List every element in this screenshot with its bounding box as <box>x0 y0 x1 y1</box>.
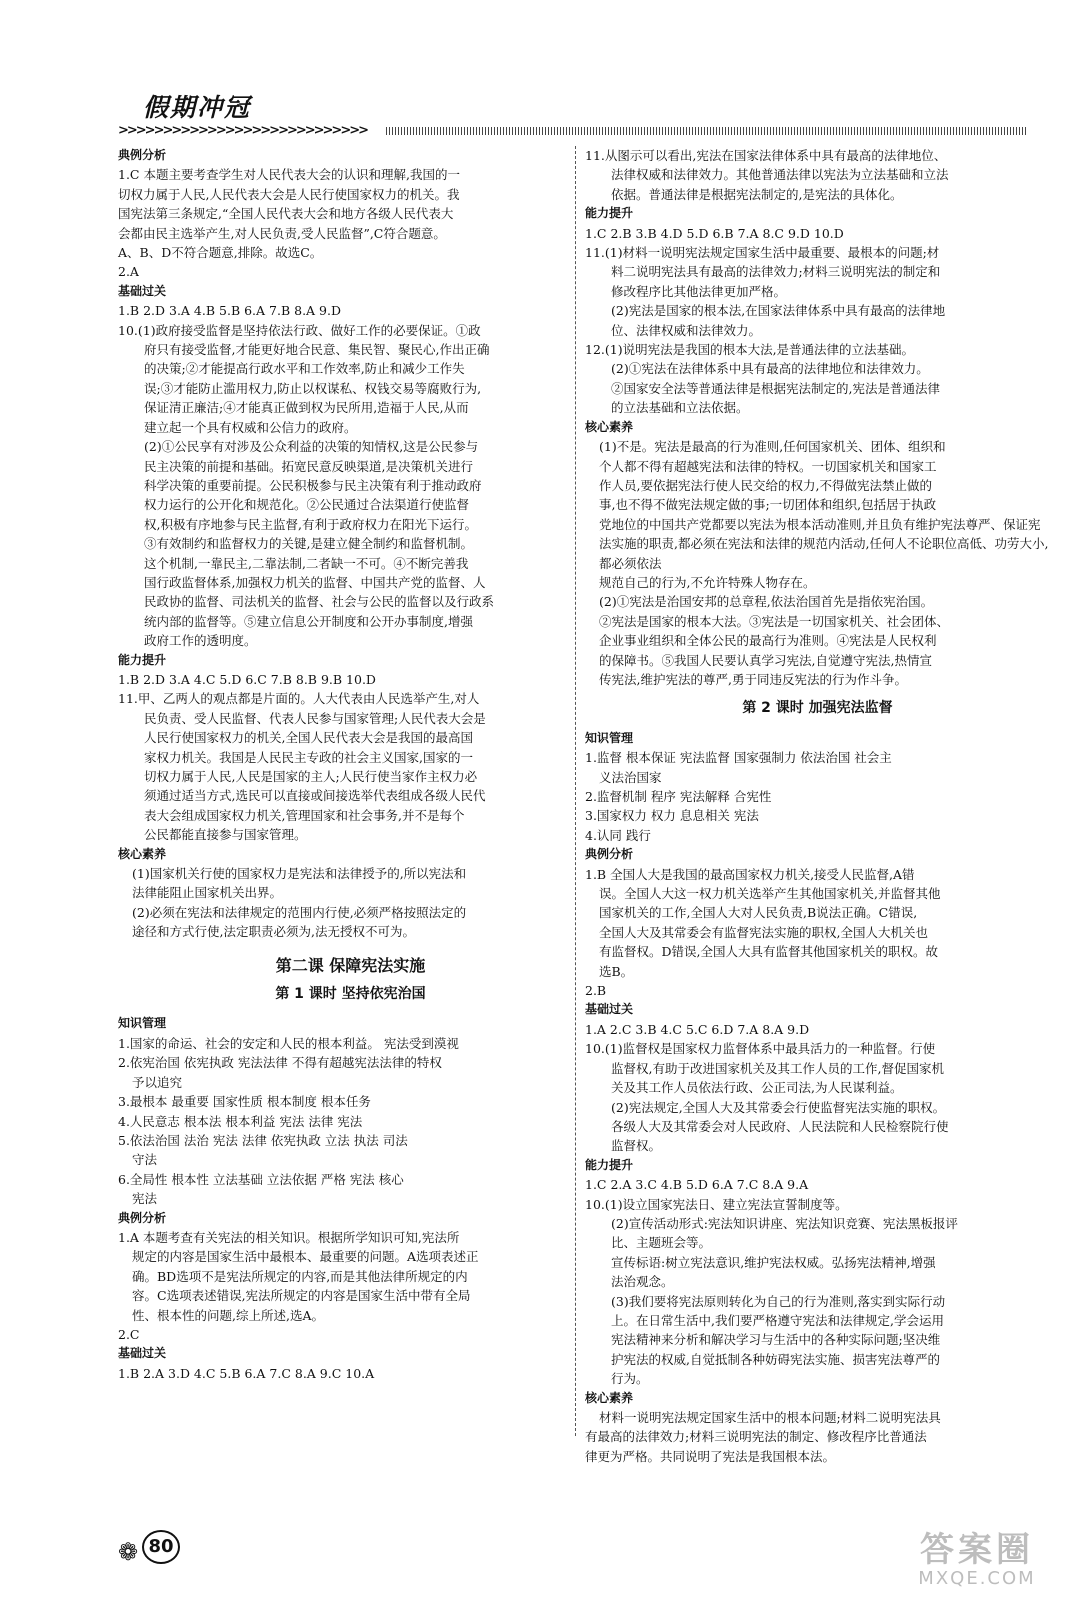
header-title: 假期冲冠 <box>143 93 252 122</box>
page-number-label: 80 <box>142 1530 180 1564</box>
text-line: 1.B 2.A 3.D 4.C 5.B 6.A 7.C 8.A 9.C 10.A <box>118 1365 375 1381</box>
text-line: ②国家安全法等普通法律是根据宪法制定的,宪法是普通法律 <box>611 380 940 396</box>
text-line: 权力运行的公开化和规范化。②公民通过合法渠道行使监督 <box>144 497 470 513</box>
text-line: 误;③才能防止滥用权力,防止以权谋私、权钱交易等腐败行为, <box>144 380 482 396</box>
text-line: 误。全国人大这一权力机关选举产生其他国家机关,并监督其他 <box>599 886 941 902</box>
text-line: 宣传标语:树立宪法意识,维护宪法权威。弘扬宪法精神,增强 <box>611 1254 936 1270</box>
text-line: 监督权,有助于改进国家机关及其工作人员的工作,督促国家机 <box>611 1060 944 1076</box>
section-heading: 典例分析 <box>118 1210 167 1225</box>
hatch-band <box>386 127 1026 135</box>
section-heading: 典例分析 <box>585 847 634 862</box>
text-line: 这个机制,一靠民主,二靠法制,二者缺一不可。④不断完善我 <box>144 555 469 571</box>
text-line: 有最高的法律效力;材料三说明宪法的制定、修改程序比普通法 <box>585 1429 927 1445</box>
text-line: 切权力属于人民,人民是国家的主人;人民行使当家作主权力必 <box>144 769 478 784</box>
text-line: 规范自己的行为,不允许特殊人物存在。 <box>599 574 816 590</box>
text-line: 民负责、受人民监督、代表人民参与国家管理;人民代表大会是 <box>144 710 486 726</box>
text-line: (2)宣传活动形式:宪法知识讲座、宪法知识竞赛、宪法黑板报评 <box>611 1215 958 1231</box>
text-line: 事,也不得不做宪法规定做的事;一切团体和组织,包括居于执政 <box>599 497 937 513</box>
text-line: 2.B <box>585 983 607 999</box>
section-heading: 能力提升 <box>585 206 634 221</box>
text-line: 宪法 <box>132 1191 158 1207</box>
text-line: 传宪法,维护宪法的尊严,勇于同违反宪法的行为作斗争。 <box>599 671 907 687</box>
text-line: 1.A 2.C 3.B 4.C 5.C 6.D 7.A 8.A 9.D <box>585 1021 810 1037</box>
text-line: 权,积极有序地参与民主监督,有利于政府权力在阳光下运行。 <box>144 516 477 532</box>
text-line: 10.(1)监督权是国家权力监督体系中最具活力的一种监督。行使 <box>585 1041 936 1057</box>
text-line: 5.依法治国 法治 宪法 法律 依宪执政 立法 执法 司法 <box>118 1132 408 1148</box>
text-line: ③有效制约和监督权力的关键,是建立健全制约和监督机制。 <box>144 536 473 552</box>
text-line: 国宪法第三条规定,“全国人民代表大会和地方各级人民代表大 <box>118 206 454 222</box>
text-line: 1.C 本题主要考查学生对人民代表大会的认识和理解,我国的一 <box>118 167 460 183</box>
text-line: 依据。普通法律是根据宪法制定的,是宪法的具体化。 <box>611 186 903 202</box>
text-line: 保证清正廉洁;④才能真正做到权为民所用,造福于人民,从而 <box>144 400 469 416</box>
text-line: 有监督权。D错误,全国人大具有监督其他国家机关的职权。故 <box>599 944 938 960</box>
text-line: 各级人大及其常委会对人民政府、人民法院和人民检察院行使 <box>611 1118 949 1134</box>
text-line: 11.(1)材料一说明宪法规定国家生活中最重要、最根本的问题;材 <box>585 245 940 261</box>
section-heading: 知识管理 <box>118 1016 167 1031</box>
text-line: 法实施的职责,都必须在宪法和法律的规范内活动,任何人不论职位高低、功劳大小,都必须依法 <box>599 536 1049 571</box>
text-line: A、B、D不符合题意,排除。故选C。 <box>118 245 323 261</box>
text-line: 监督权。 <box>611 1138 662 1154</box>
section-heading: 能力提升 <box>585 1157 634 1172</box>
text-line: 确。BD选项不是宪法所规定的内容,而是其他法律所规定的内 <box>132 1268 468 1284</box>
text-line: 上。在日常生活中,我们要严格遵守宪法和法律规定,学会运用 <box>611 1312 944 1328</box>
text-line: 料二说明宪法具有最高的法律效力;材料三说明宪法的制定和 <box>611 264 941 280</box>
section-heading: 核心素养 <box>118 846 167 861</box>
chevron-band-icon: >>>>>>>>>>>>>>>>>>>>>>>>>>>> <box>118 123 367 138</box>
text-line: 公民都能直接参与国家管理。 <box>144 827 307 843</box>
text-line: 国家机关的工作,全国人大对人民负责,B说法正确。C错误, <box>599 905 918 921</box>
watermark-url: MXQE.COM <box>918 1568 1036 1589</box>
text-line: (3)我们要将宪法原则转化为自己的行为准则,落实到实际行动 <box>611 1293 946 1309</box>
left-column <box>118 146 583 1383</box>
text-line: 统内部的监督等。⑤建立信息公开制度和公开办事制度,增强 <box>144 613 473 629</box>
text-line: 容。C选项表述错误,宪法所规定的内容是国家生活中带有全局 <box>132 1288 471 1304</box>
text-line: 人民行使国家权力的机关,全国人民代表大会是我国的最高国 <box>144 730 473 746</box>
text-line: (1)不是。宪法是最高的行为准则,任何国家机关、团体、组织和 <box>599 439 946 455</box>
section-heading: 基础过关 <box>118 283 167 298</box>
text-line: (2)宪法是国家的根本法,在国家法律体系中具有最高的法律地 <box>611 303 946 319</box>
text-line: 的立法基础和立法依据。 <box>611 400 749 416</box>
text-line: 材料一说明宪法规定国家生活中的根本问题;材料二说明宪法具 <box>599 1410 941 1425</box>
chapter-title: 第二课 保障宪法实施 <box>275 955 426 975</box>
text-line: 建立起一个具有权威和公信力的政府。 <box>144 419 357 435</box>
text-line: 法治观念。 <box>611 1274 674 1290</box>
text-line: (2)必须在宪法和法律规定的范围内行使,必须严格按照法定的 <box>132 904 467 920</box>
text-line: 11.从图示可以看出,宪法在国家法律体系中具有最高的法律地位、 <box>585 148 947 163</box>
text-line: 1.监督 根本保证 宪法监督 国家强制力 依法治国 社会主 <box>585 750 892 766</box>
text-line: 2.依宪治国 依宪执政 宪法法律 不得有超越宪法法律的特权 <box>118 1055 442 1071</box>
text-line: 企业事业组织和全体公民的最高行为准则。④宪法是人民权利 <box>599 633 937 649</box>
text-line: 11.甲、乙两人的观点都是片面的。人大代表由人民选举产生,对人 <box>118 691 480 707</box>
text-line: 国行政监督体系,加强权力机关的监督、中国共产党的监督、人 <box>144 574 486 590</box>
text-line: 义法治国家 <box>599 769 662 785</box>
text-line: 表大会组成国家权力机关,管理国家和社会事务,并不是每个 <box>144 807 465 823</box>
text-line: 选B。 <box>599 963 634 979</box>
text-line: 会都由民主选举产生,对人民负责,受人民监督”,C符合题意。 <box>118 225 446 241</box>
text-line: 1.国家的命运、社会的安定和人民的根本利益。 宪法受到漠视 <box>118 1035 459 1051</box>
text-line: 1.A 本题考查有关宪法的相关知识。根据所学知识可知,宪法所 <box>118 1229 460 1245</box>
text-line: (2)①宪法是治国安邦的总章程,依法治国首先是指依宪治国。 <box>599 594 934 610</box>
text-line: 家权力机关。我国是人民民主专政的社会主义国家,国家的一 <box>144 749 473 765</box>
page-number <box>118 1530 188 1566</box>
mascot-icon: ❁ <box>118 1538 139 1566</box>
text-line: (1)国家机关行使的国家权力是宪法和法律授予的,所以宪法和 <box>132 866 467 882</box>
text-line: 1.C 2.A 3.C 4.B 5.D 6.A 7.C 8.A 9.A <box>585 1177 809 1193</box>
text-line: 民政协的监督、司法机关的监督、社会与公民的监督以及行政系 <box>144 594 495 610</box>
lesson-title: 第 1 课时 坚持依宪治国 <box>275 986 426 1003</box>
text-line: (2)宪法规定,全国人大及其常委会行使监督宪法实施的职权。 <box>611 1099 946 1115</box>
text-line: 律更为严格。共同说明了宪法是我国根本法。 <box>585 1448 836 1464</box>
text-line: 科学决策的重要前提。公民积极参与民主决策有利于推动政府 <box>144 477 482 493</box>
text-line: 须通过适当方式,选民可以直接或间接选举代表组成各级人民代 <box>144 788 486 804</box>
text-line: 2.A <box>118 264 139 280</box>
section-heading: 核心素养 <box>585 1390 634 1405</box>
text-line: 府只有接受监督,才能更好地合民意、集民智、聚民心,作出正确 <box>144 342 490 358</box>
text-line: 1.B 2.D 3.A 4.B 5.B 6.A 7.B 8.A 9.D <box>118 303 341 319</box>
text-line: (2)①公民享有对涉及公众利益的决策的知情权,这是公民参与 <box>144 439 479 455</box>
text-line: 性、根本性的问题,综上所述,选A。 <box>132 1307 324 1323</box>
text-line: 位、法律权威和法律效力。 <box>611 322 762 338</box>
section-heading: 基础过关 <box>585 1002 634 1017</box>
text-line: 12.(1)说明宪法是我国的根本大法,是普通法律的立法基础。 <box>585 342 915 358</box>
section-heading: 核心素养 <box>585 419 634 434</box>
text-line: 护宪法的权威,自觉抵制各种妨碍宪法实施、损害宪法尊严的 <box>611 1351 940 1367</box>
text-line: 途径和方式行使,法定职责必须为,法无授权不可为。 <box>132 924 415 940</box>
text-line: 关及其工作人员依法行政、公正司法,为人民谋利益。 <box>611 1080 903 1096</box>
text-line: 3.最根本 最重要 国家性质 根本制度 根本任务 <box>118 1094 371 1110</box>
text-line: 比、主题班会等。 <box>611 1235 712 1251</box>
text-line: 行为。 <box>611 1371 649 1387</box>
text-line: 民主决策的前提和基础。拓宽民意反映渠道,是决策机关进行 <box>144 458 473 474</box>
watermark <box>892 1530 1062 1590</box>
right-column <box>585 146 1050 1466</box>
text-line: 宪法精神来分析和解决学习与生活中的各种实际问题;坚决维 <box>611 1332 941 1348</box>
text-line: 法律能阻止国家机关出界。 <box>132 885 283 901</box>
section-heading: 知识管理 <box>585 730 634 745</box>
lesson-title: 第 2 课时 加强宪法监督 <box>742 700 893 717</box>
text-line: 全国人大及其常委会有监督宪法实施的职权,全国人大机关也 <box>599 924 928 940</box>
watermark-main: 答案圈 <box>920 1530 1034 1570</box>
text-line: 10.(1)设立国家宪法日、建立宪法宣誓制度等。 <box>585 1196 848 1212</box>
section-heading: 能力提升 <box>118 652 167 667</box>
text-line: 1.C 2.B 3.B 4.D 5.D 6.B 7.A 8.C 9.D 10.D <box>585 225 844 241</box>
text-line: 的保障书。⑤我国人民要认真学习宪法,自觉遵守宪法,热情宣 <box>599 652 932 668</box>
text-line: 规定的内容是国家生活中最根本、最重要的问题。A选项表述正 <box>132 1249 479 1265</box>
text-line: 作人员,要依据宪法行使人民交给的权力,不得做宪法禁止做的 <box>599 477 932 493</box>
text-line: 予以追究 <box>132 1074 183 1090</box>
text-line: 1.B 全国人大是我国的最高国家权力机关,接受人民监督,A错 <box>585 866 915 882</box>
text-line: 修改程序比其他法律更加严格。 <box>611 283 787 299</box>
header-decoration <box>118 124 1026 138</box>
text-line: 政府工作的透明度。 <box>144 633 257 649</box>
text-line: 个人都不得有超越宪法和法律的特权。一切国家机关和国家工 <box>599 458 937 474</box>
text-line: (2)①宪法在法律体系中具有最高的法律地位和法律效力。 <box>611 361 929 377</box>
text-line: 法律权威和法律效力。其他普通法律以宪法为立法基础和立法 <box>611 167 949 183</box>
text-line: 4.认同 践行 <box>585 827 651 843</box>
section-heading: 基础过关 <box>118 1346 167 1361</box>
text-line: ②宪法是国家的根本大法。③宪法是一切国家机关、社会团体、 <box>599 613 950 629</box>
text-line: 1.B 2.D 3.A 4.C 5.D 6.C 7.B 8.B 9.B 10.D <box>118 671 376 687</box>
text-line: 2.C <box>118 1326 140 1342</box>
text-line: 2.监督机制 程序 宪法解释 合宪性 <box>585 789 772 804</box>
text-line: 3.国家权力 权力 息息相关 宪法 <box>585 808 759 824</box>
text-line: 的决策;②才能提高行政水平和工作效率,防止和减少工作失 <box>144 361 465 377</box>
text-line: 党地位的中国共产党都要以宪法为根本活动准则,并且负有维护宪法尊严、保证宪 <box>599 516 1041 532</box>
text-line: 10.(1)政府接受监督是坚持依法行政、做好工作的必要保证。①政 <box>118 322 481 338</box>
text-line: 4.人民意志 根本法 根本利益 宪法 法律 宪法 <box>118 1113 363 1129</box>
text-line: 守法 <box>132 1152 158 1168</box>
section-heading: 典例分析 <box>118 148 167 162</box>
text-line: 6.全局性 根本性 立法基础 立法依据 严格 宪法 核心 <box>118 1171 404 1187</box>
text-line: 切权力属于人民,人民代表大会是人民行使国家权力的机关。我 <box>118 186 460 202</box>
